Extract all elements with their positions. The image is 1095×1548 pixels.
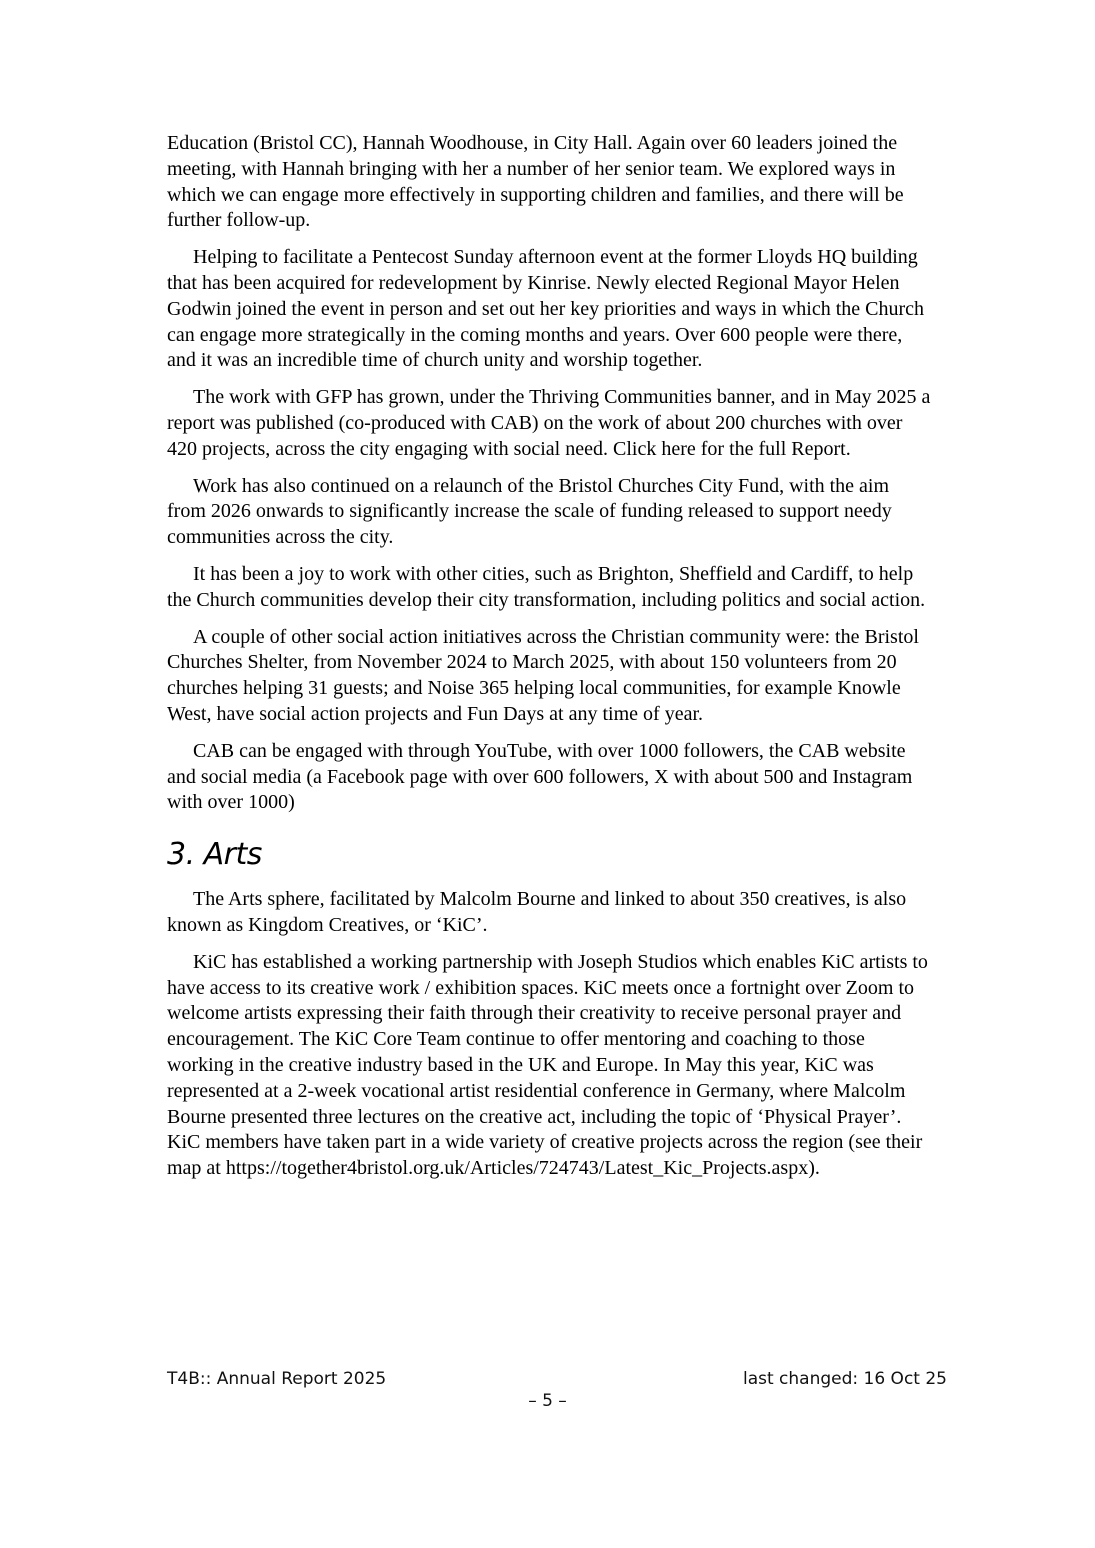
paragraph-arts-sphere: The Arts sphere, facilitated by Malcolm Bourne and linked to about 350 creatives, is also known as Kingdom Creatives, or ‘KiC’. [167, 888, 907, 936]
paragraph-gfp-report [167, 385, 932, 462]
section-heading-arts: 3. Arts [167, 837, 262, 873]
paragraph-social-action-initiatives: A couple of other social action initiatives across the Christian community were: the Bristol Churches Shelter, from November 2024 to March 2025, with about 150 volunteers from 20 churches helping 31 guests; and Noise 365 helping local communities, for example Knowle West, have social action projects and Fun Days at any time of year. [167, 625, 919, 725]
page-footer [167, 1369, 947, 1389]
paragraph-education-meeting: Education (Bristol CC), Hannah Woodhouse, in City Hall. Again over 60 leaders joined the meeting, with Hannah bringing with her a number of her senior team. We explored ways in which we can engage more effectively in supporting children and families, and there will be further follow-up. [167, 132, 904, 232]
paragraph-text: KiC has established a working partnership with Joseph Studios which enables KiC artists to have access to its creative work / exhibition spaces. KiC meets once a fortnight over Zoom to welcome artists expressing their faith through their creativity to receive personal prayer and encouragement. The KiC Core Team continue to offer mentoring and coaching to those working in the creative industry based in the UK and Europe. In May this year, KiC was represented at a 2-week vocational artist residential conference in Germany, where Malcolm Bourne presented three lectures on the creative act, including the topic of ‘Physical Prayer’. KiC members have taken part in a wide variety of creative projects across the region (see their map at [167, 950, 928, 1180]
paragraph-cab-social-media: CAB can be engaged with through YouTube, with over 1000 followers, the CAB website and social media (a Facebook page with over 600 followers, X with about 500 and Instagram with over 1000) [167, 739, 913, 814]
kic-projects-url-link[interactable]: https://together4bristol.org.uk/Articles/724743/Latest_Kic_Projects.aspx [225, 1157, 809, 1180]
paragraph-pentecost-event: Helping to facilitate a Pentecost Sunday afternoon event at the former Lloyds HQ building that has been acquired for redevelopment by Kinrise. Newly elected Regional Mayor Helen Godwin joined the event in person and set out her key priorities and ways in which the Church can engage more strategically in the coming months and years. Over 600 people were there, and it was an incredible time of church unity and worship together. [167, 246, 925, 372]
click-here-link[interactable]: Click here [613, 437, 696, 460]
footer-report-title: T4B:: Annual Report 2025 [167, 1369, 387, 1389]
paragraph-text: ). [808, 1157, 820, 1180]
footer-last-changed: last changed: 16 Oct 25 [742, 1369, 947, 1389]
paragraph-kic-partnership [167, 950, 932, 1182]
paragraph-text: The work with GFP has grown, under the Thriving Communities banner, and in May 2025 a report was published (co-produced with CAB) on the work of about 200 churches with over 420 projects, across the city engaging with social need. [167, 386, 931, 460]
page-number: – 5 – [528, 1391, 567, 1411]
paragraph-other-cities: It has been a joy to work with other cities, such as Brighton, Sheffield and Cardiff, to help the Church communities develop their city transformation, including politics and social action. [167, 562, 926, 611]
document-body [167, 131, 932, 1193]
paragraph-city-fund: Work has also continued on a relaunch of the Bristol Churches City Fund, with the aim from 2026 onwards to significantly increase the scale of funding released to support needy communities across the city. [167, 474, 892, 549]
paragraph-text: for the full Report. [695, 437, 851, 460]
